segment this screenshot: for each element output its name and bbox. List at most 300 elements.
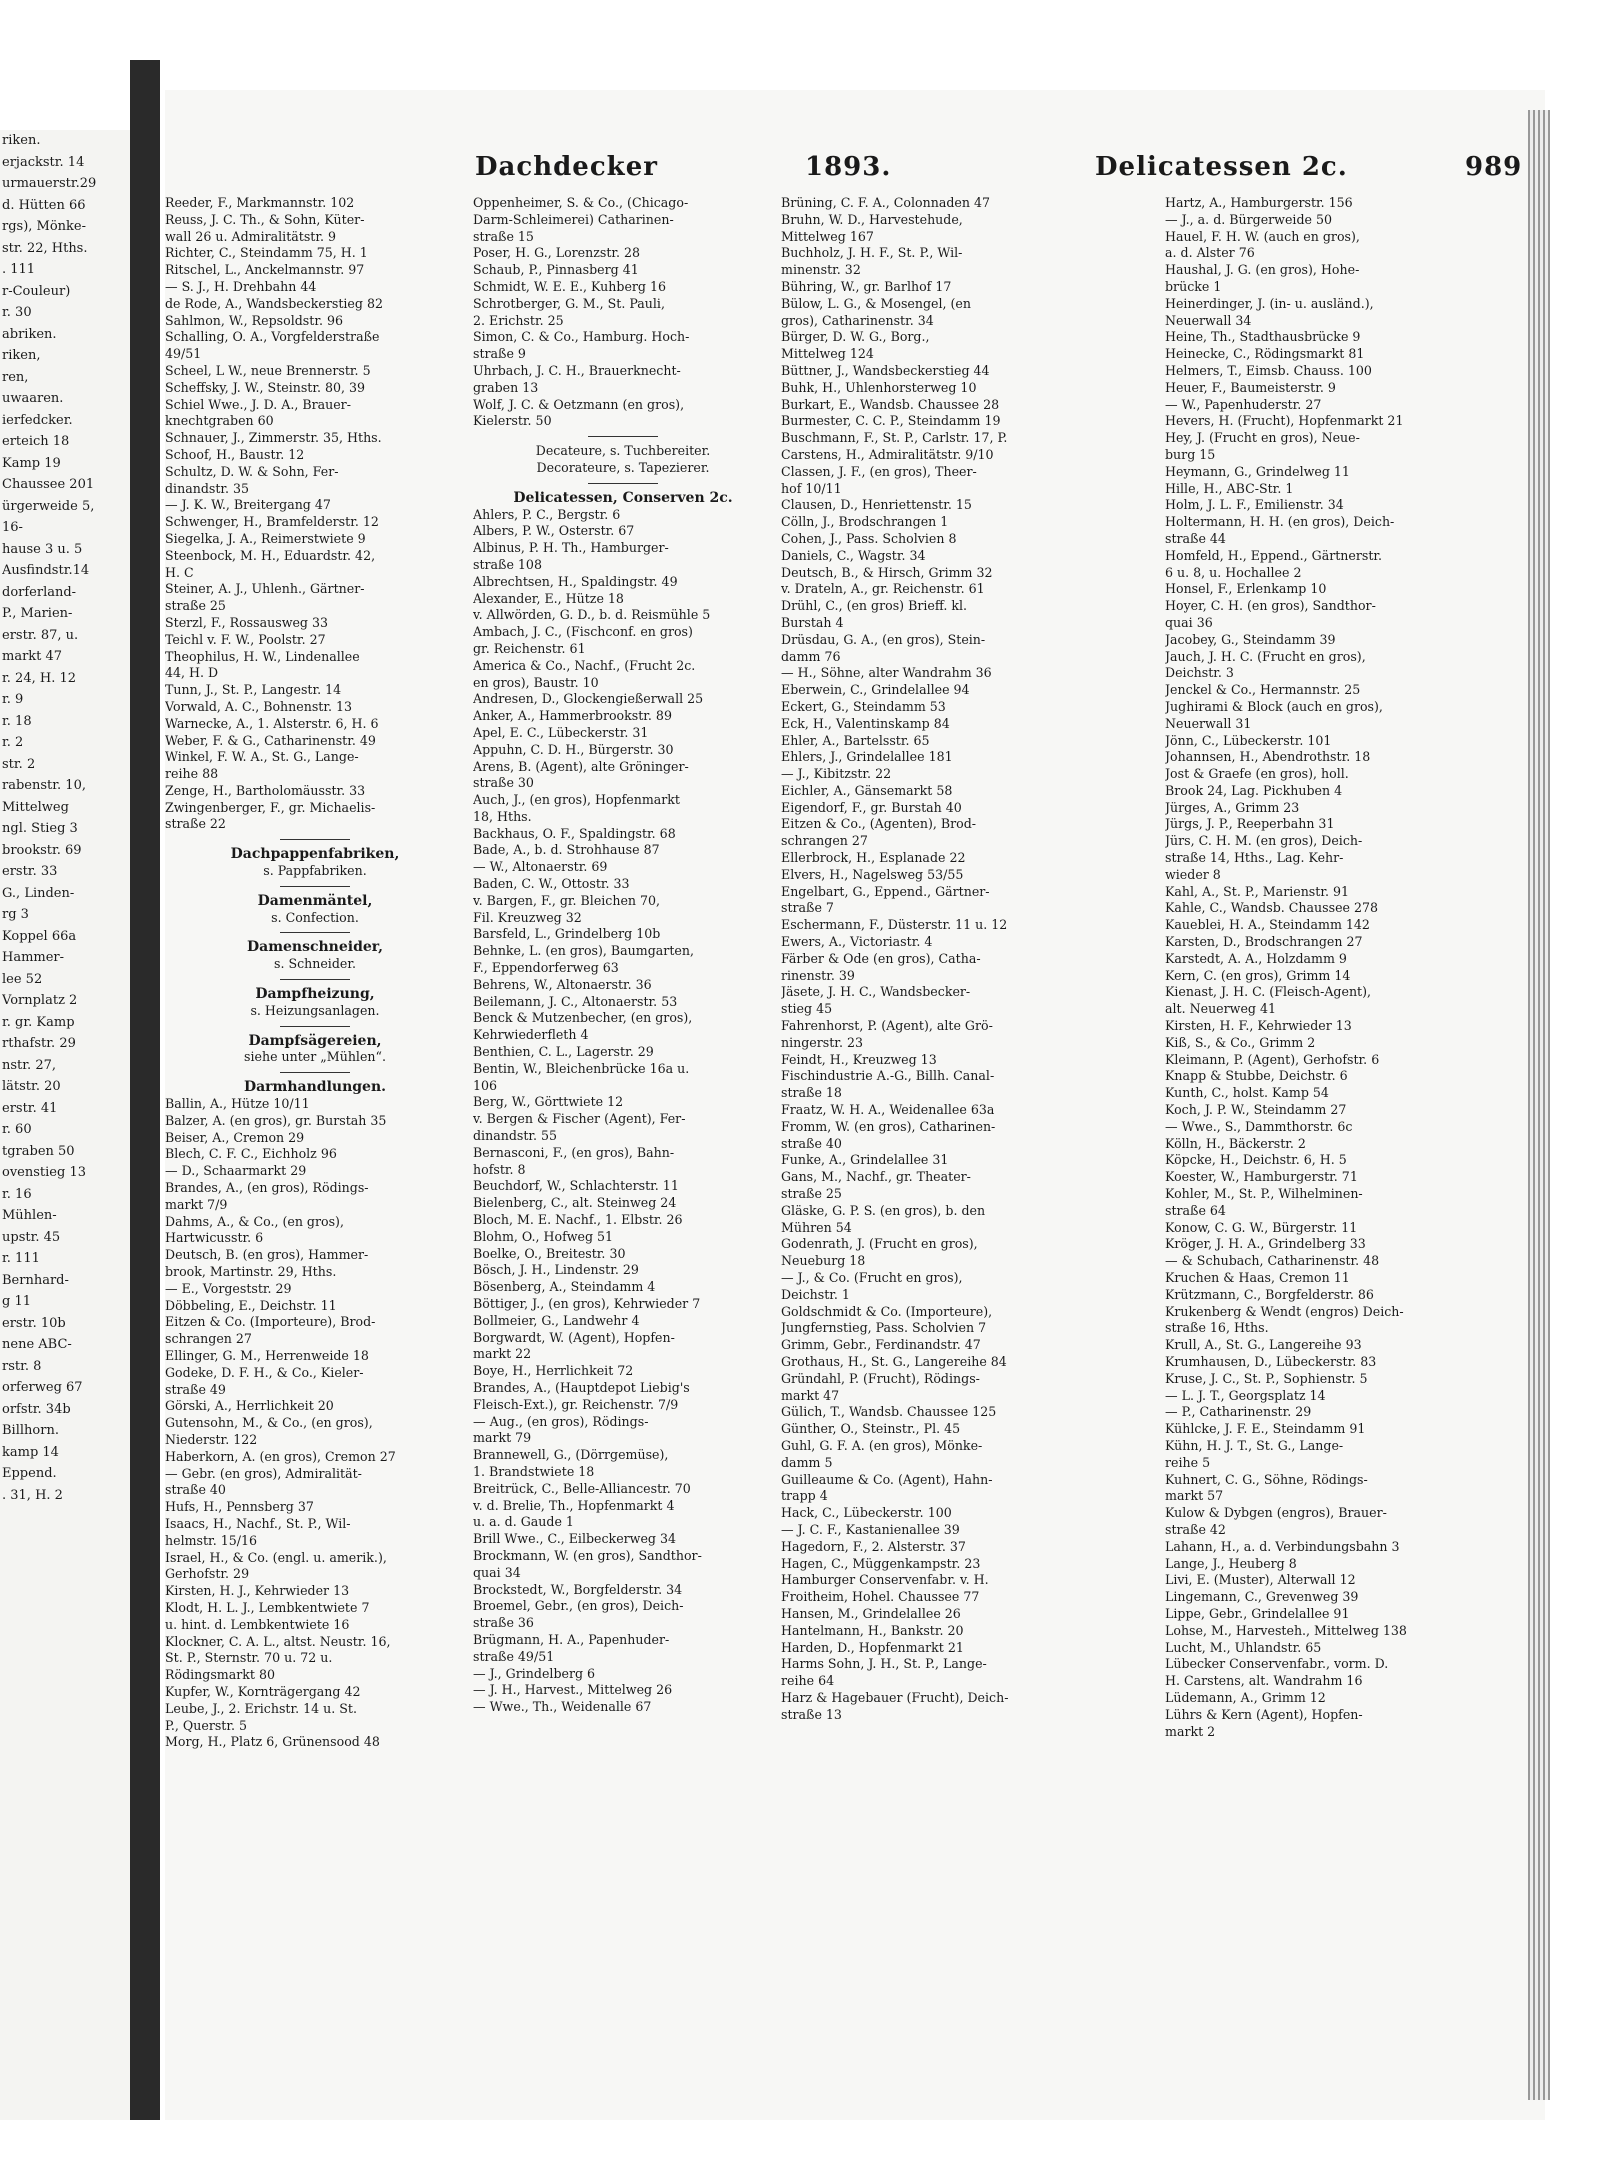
directory-entry: Albrechtsen, H., Spaldingstr. 49 (473, 573, 678, 589)
directory-entry: H. Carstens, alt. Wandrahm 16 (1165, 1673, 1363, 1689)
directory-entry: Eichler, A., Gänsemarkt 58 (781, 782, 953, 798)
directory-entry: Kohler, M., St. P., Wilhelminen- (1165, 1186, 1363, 1202)
directory-entry: Hack, C., Lübeckerstr. 100 (781, 1505, 952, 1521)
directory-entry: gr. Reichenstr. 61 (473, 640, 586, 656)
directory-entry: Lührs & Kern (Agent), Hopfen- (1165, 1706, 1363, 1722)
left-page-line: markt 47 (2, 649, 63, 664)
directory-entry: F., Eppendorferweg 63 (473, 960, 619, 976)
directory-entry: Krumhausen, D., Lübeckerstr. 83 (1165, 1353, 1377, 1369)
directory-entry: Ballin, A., Hütze 10/11 (165, 1096, 310, 1112)
directory-entry: Ehlers, J., Grindelallee 181 (781, 749, 953, 765)
left-page-line: Ausfindstr.14 (2, 563, 90, 578)
directory-entry: Kielerstr. 50 (473, 413, 552, 429)
directory-entry: Lippe, Gebr., Grindelallee 91 (1165, 1605, 1350, 1621)
directory-entry: Neueburg 18 (781, 1253, 866, 1269)
directory-entry: Boye, H., Herrlichkeit 72 (473, 1363, 634, 1379)
directory-entry: straße 14, Hths., Lag. Kehr- (1165, 850, 1344, 866)
left-page-line: rgs), Mönke- (2, 219, 87, 234)
directory-entry: — W., Papenhuderstr. 27 (1165, 396, 1322, 412)
directory-entry: Bruhn, W. D., Harvestehude, (781, 211, 963, 227)
directory-entry: — L. J. T., Georgsplatz 14 (1165, 1387, 1326, 1403)
directory-entry: Kehrwiederfleth 4 (473, 1027, 589, 1043)
directory-entry: trapp 4 (781, 1488, 828, 1504)
directory-entry: P., Querstr. 5 (165, 1717, 248, 1733)
directory-entry: — J., Grindelberg 6 (473, 1665, 596, 1681)
directory-entry: Uhrbach, J. C. H., Brauerknecht- (473, 362, 681, 378)
directory-entry: Eberwein, C., Grindelallee 94 (781, 682, 970, 698)
directory-entry: Kahl, A., St. P., Marienstr. 91 (1165, 883, 1349, 899)
directory-entry: markt 22 (473, 1346, 532, 1362)
directory-entry: Grimm, Gebr., Ferdinandstr. 47 (781, 1337, 981, 1353)
directory-entry: Richter, C., Steindamm 75, H. 1 (165, 245, 368, 261)
directory-entry: Hevers, H. (Frucht), Hopfenmarkt 21 (1165, 413, 1404, 429)
book-spine (130, 60, 160, 2120)
directory-entry: Ritschel, L., Anckelmannstr. 97 (165, 262, 365, 278)
directory-entry: Knapp & Stubbe, Deichstr. 6 (1165, 1068, 1348, 1084)
left-page-line: g 11 (2, 1294, 31, 1309)
left-page-line: upstr. 45 (2, 1229, 61, 1245)
left-page-line: erstr. 41 (2, 1100, 58, 1116)
directory-entry: v. Allwörden, G. D., b. d. Reismühle 5 (473, 607, 711, 623)
directory-entry: Goldschmidt & Co. (Importeure), (781, 1303, 993, 1319)
directory-entry: Gläske, G. P. S. (en gros), b. den (781, 1202, 986, 1218)
directory-entry: Winkel, F. W. A., St. G., Lange- (165, 749, 359, 765)
directory-entry: — Gebr. (en gros), Admiralität- (165, 1465, 362, 1481)
directory-entry: Dahms, A., & Co., (en gros), (165, 1213, 344, 1229)
left-page-line: Hammer- (2, 950, 65, 965)
left-page-line: Chaussee 201 (2, 477, 95, 492)
directory-entry: Arens, B. (Agent), alte Gröninger- (473, 758, 689, 774)
section-heading: Damenmäntel, (257, 892, 373, 909)
directory-entry: — E., Vorgeststr. 29 (165, 1280, 292, 1296)
directory-entry: Kölln, H., Bäckerstr. 2 (1165, 1135, 1306, 1151)
directory-entry: v. d. Brelie, Th., Hopfenmarkt 4 (473, 1497, 675, 1513)
directory-entry: — J. C. F., Kastanienallee 39 (781, 1521, 960, 1537)
directory-entry: — D., Schaarmarkt 29 (165, 1163, 307, 1179)
directory-entry: Fleisch-Ext.), gr. Reichenstr. 7/9 (473, 1396, 679, 1412)
directory-entry: Brook 24, Lag. Pickhuben 4 (1165, 782, 1343, 798)
directory-entry: Gründahl, P. (Frucht), Rödings- (781, 1370, 980, 1386)
directory-entry: Steenbock, M. H., Eduardstr. 42, (165, 547, 376, 563)
left-page-line: rabenstr. 10, (2, 778, 86, 793)
directory-entry: Breitrück, C., Belle-Alliancestr. 70 (473, 1480, 691, 1496)
left-page-line: erjackstr. 14 (2, 154, 85, 170)
section-cross-reference: s. Confection. (271, 909, 359, 925)
directory-entry: brücke 1 (1165, 278, 1222, 294)
directory-entry: Cölln, J., Brodschrangen 1 (781, 514, 949, 530)
directory-entry: — H., Söhne, alter Wandrahm 36 (781, 665, 992, 681)
section-divider (588, 436, 658, 437)
left-page-line: rg 3 (2, 907, 29, 922)
directory-entry: Wolf, J. C. & Oetzmann (en gros), (473, 396, 685, 412)
directory-entry: — J. H., Harvest., Mittelweg 26 (473, 1682, 673, 1698)
directory-entry: Hansen, M., Grindelallee 26 (781, 1605, 961, 1621)
directory-entry: Alexander, E., Hütze 18 (473, 590, 624, 606)
directory-entry: Funke, A., Grindelallee 31 (781, 1152, 949, 1168)
directory-entry: Ahlers, P. C., Bergstr. 6 (473, 506, 621, 522)
directory-entry: Teichl v. F. W., Poolstr. 27 (165, 631, 326, 647)
left-page-line: r. 60 (2, 1122, 32, 1137)
left-page-line: ürgerweide 5, (2, 498, 95, 514)
directory-entry: Weber, F. & G., Catharinenstr. 49 (165, 732, 376, 748)
directory-entry: straße 16, Hths. (1165, 1320, 1269, 1336)
directory-entry: wieder 8 (1165, 866, 1221, 882)
directory-column-3 (781, 195, 1081, 1724)
directory-entry: Bentin, W., Bleichenbrücke 16a u. (473, 1060, 690, 1076)
directory-entry: Klockner, C. A. L., altst. Neustr. 16, (165, 1633, 391, 1649)
directory-entry: Haushal, J. G. (en gros), Hohe- (1165, 262, 1360, 278)
directory-entry: Zwingenberger, F., gr. Michaelis- (165, 799, 376, 815)
directory-entry: Schmidt, W. E. E., Kuhberg 16 (473, 278, 667, 294)
directory-entry: Brill Wwe., C., Eilbeckerweg 34 (473, 1531, 676, 1547)
directory-entry: Reeder, F., Markmannstr. 102 (165, 195, 355, 210)
section-heading: Darmhandlungen. (243, 1079, 387, 1096)
directory-entry: graben 13 (473, 379, 539, 395)
directory-entry: Theophilus, H. W., Lindenallee (165, 648, 360, 664)
directory-entry: Guilleaume & Co. (Agent), Hahn- (781, 1471, 993, 1487)
directory-entry: Daniels, C., Wagstr. 34 (781, 547, 926, 563)
directory-entry: Bösch, J. H., Lindenstr. 29 (473, 1262, 639, 1278)
directory-entry: Feindt, H., Kreuzweg 13 (781, 1051, 937, 1067)
left-page-line: ren, (2, 369, 29, 385)
left-page-line: r. 2 (2, 735, 24, 750)
directory-entry: Reuss, J. C. Th., & Sohn, Küter- (165, 211, 365, 227)
directory-entry: Brockmann, W. (en gros), Sandthor- (473, 1547, 702, 1563)
directory-entry: markt 2 (1165, 1723, 1216, 1739)
directory-entry: Gerhofstr. 29 (165, 1566, 250, 1582)
directory-entry: H. C (165, 564, 194, 580)
directory-entry: de Rode, A., Wandsbeckerstieg 82 (165, 295, 383, 311)
directory-entry: Warnecke, A., 1. Alsterstr. 6, H. 6 (165, 715, 379, 731)
left-page-line: Bernhard- (2, 1272, 69, 1288)
left-page-line: brookstr. 69 (2, 842, 82, 858)
left-page-line: r. 24, H. 12 (2, 670, 77, 686)
directory-entry: Kulow & Dybgen (engros), Brauer- (1165, 1505, 1387, 1521)
directory-entry: Bühring, W., gr. Barlhof 17 (781, 278, 952, 294)
directory-entry: u. a. d. Gaude 1 (473, 1514, 574, 1530)
directory-entry: Neuerwall 31 (1165, 715, 1252, 731)
left-page-line: r. 30 (2, 305, 32, 320)
left-page-line: orferweg 67 (2, 1380, 83, 1395)
running-head-right: Delicatessen 2c. (1095, 152, 1348, 182)
directory-entry: Jungfernstieg, Pass. Scholvien 7 (781, 1320, 987, 1336)
directory-entry: — Wwe., Th., Weidenalle 67 (473, 1699, 652, 1715)
directory-entry: stieg 45 (781, 1001, 833, 1017)
directory-entry: — J., Kibitzstr. 22 (781, 766, 892, 782)
left-page-line: Mühlen- (2, 1208, 57, 1223)
left-page-line: r. 18 (2, 713, 32, 729)
directory-entry: straße 15 (473, 228, 534, 244)
directory-entry: Jürs, C. H. M. (en gros), Deich- (1165, 833, 1363, 849)
directory-entry: straße 18 (781, 1085, 842, 1101)
directory-entry: Tunn, J., St. P., Langestr. 14 (165, 682, 342, 698)
directory-entry: Blohm, O., Hofweg 51 (473, 1228, 614, 1244)
directory-entry: Hantelmann, H., Bankstr. 20 (781, 1622, 964, 1638)
directory-entry: Kirsten, H. F., Kehrwieder 13 (1165, 1018, 1352, 1034)
directory-entry: Anker, A., Hammerbrookstr. 89 (473, 708, 672, 724)
directory-entry: Eck, H., Valentinskamp 84 (781, 715, 950, 731)
directory-entry: Lohse, M., Harvesteh., Mittelweg 138 (1165, 1622, 1407, 1638)
left-page-line: d. Hütten 66 (2, 197, 86, 213)
directory-entry: Andresen, D., Glockengießerwall 25 (473, 691, 704, 707)
directory-entry: Buhk, H., Uhlenhorsterweg 10 (781, 379, 977, 395)
directory-entry: Hagen, C., Müggenkampstr. 23 (781, 1555, 981, 1571)
directory-entry: Backhaus, O. F., Spaldingstr. 68 (473, 825, 676, 841)
directory-entry: Deichstr. 3 (1165, 665, 1234, 681)
directory-entry: Harms Sohn, J. H., St. P., Lange- (781, 1656, 987, 1672)
directory-entry: straße 40 (781, 1135, 842, 1151)
directory-entry: straße 36 (473, 1615, 534, 1631)
directory-entry: markt 47 (781, 1387, 840, 1403)
directory-entry: Ellinger, G. M., Herrenweide 18 (165, 1348, 369, 1363)
directory-entry: Eitzen & Co. (Importeure), Brod- (165, 1314, 376, 1330)
directory-entry: u. hint. d. Lembkentwiete 16 (165, 1616, 350, 1632)
directory-entry: quai 36 (1165, 614, 1213, 630)
directory-entry: Hille, H., ABC-Str. 1 (1165, 480, 1294, 496)
directory-column-4 (1165, 195, 1465, 1740)
directory-entry: alt. Neuerweg 41 (1165, 1001, 1276, 1017)
directory-entry: Heinerdinger, J. (in- u. ausländ.), (1165, 295, 1374, 311)
section-divider (588, 483, 658, 484)
directory-entry: 2. Erichstr. 25 (473, 312, 564, 328)
directory-entry: Lübecker Conservenfabr., vorm. D. (1165, 1656, 1389, 1672)
directory-entry: 6 u. 8, u. Hochallee 2 (1165, 564, 1302, 580)
directory-entry: Kahle, C., Wandsb. Chaussee 278 (1165, 900, 1379, 916)
directory-entry: Brandes, A., (Hauptdepot Liebig's (473, 1379, 690, 1395)
directory-entry: v. Bargen, F., gr. Bleichen 70, (473, 892, 661, 908)
directory-entry: Beuchdorf, W., Schlachterstr. 11 (473, 1178, 679, 1194)
directory-entry: 1. Brandstwiete 18 (473, 1463, 595, 1479)
left-page-line: nstr. 27, (2, 1057, 56, 1073)
directory-entry: Broemel, Gebr., (en gros), Deich- (473, 1598, 684, 1614)
directory-entry: Drühl, C., (en gros) Brieff. kl. (781, 598, 968, 614)
directory-entry: Oppenheimer, S. & Co., (Chicago- (473, 195, 689, 210)
directory-entry: — S. J., H. Drehbahn 44 (165, 278, 317, 294)
section-heading: Delicatessen, Conserven 2c. (513, 489, 733, 506)
directory-entry: Buschmann, F., St. P., Carlstr. 17, P. (781, 430, 1008, 446)
directory-entry: Schoof, H., Baustr. 12 (165, 446, 305, 462)
directory-entry: Brüning, C. F. A., Colonnaden 47 (781, 195, 990, 210)
left-page-line: Vornplatz 2 (2, 993, 78, 1008)
directory-entry: Boelke, O., Breitestr. 30 (473, 1245, 626, 1261)
directory-entry: straße 25 (781, 1186, 842, 1202)
left-page-line: Billhorn. (2, 1423, 59, 1438)
directory-entry: Fraatz, W. H. A., Weidenallee 63a (781, 1102, 995, 1118)
directory-entry: wall 26 u. Admiralitätstr. 9 (165, 228, 337, 244)
directory-entry: straße 40 (165, 1482, 226, 1498)
directory-entry: Karstedt, A. A., Holzdamm 9 (1165, 950, 1347, 966)
directory-entry: straße 30 (473, 775, 534, 791)
directory-entry: Jacobey, G., Steindamm 39 (1165, 631, 1336, 647)
directory-entry: markt 57 (1165, 1488, 1224, 1504)
directory-entry: schrangen 27 (781, 833, 868, 849)
directory-entry: Kruse, J. C., St. P., Sophienstr. 5 (1165, 1370, 1368, 1386)
directory-entry: Eschermann, F., Düsterstr. 11 u. 12 (781, 917, 1008, 933)
directory-entry: Kühlcke, J. F. E., Steindamm 91 (1165, 1421, 1366, 1437)
directory-entry: Livi, E. (Muster), Alterwall 12 (1165, 1572, 1356, 1588)
directory-entry: Carstens, H., Admiralitätstr. 9/10 (781, 446, 994, 462)
directory-entry: Schultz, D. W. & Sohn, Fer- (165, 463, 339, 479)
section-heading: Dachpappenfabriken, (230, 846, 400, 863)
directory-entry: Jürgs, J. P., Reeperbahn 31 (1165, 816, 1335, 832)
left-page-line: lätstr. 20 (2, 1079, 61, 1094)
directory-entry: Auch, J., (en gros), Hopfenmarkt (473, 792, 680, 808)
directory-entry: Burmester, C. C. P., Steindamm 19 (781, 413, 1001, 429)
directory-entry: Böttiger, J., (en gros), Kehrwieder 7 (473, 1296, 701, 1311)
directory-entry: 106 (473, 1077, 498, 1093)
directory-entry: Kaueblei, H. A., Steindamm 142 (1165, 917, 1370, 933)
section-cross-reference: s. Pappfabriken. (263, 863, 367, 879)
directory-entry: hofstr. 8 (473, 1161, 526, 1177)
directory-entry: Hartwicusstr. 6 (165, 1230, 264, 1246)
directory-entry: Kiß, S., & Co., Grimm 2 (1165, 1034, 1316, 1050)
directory-entry: Darm-Schleimerei) Catharinen- (473, 211, 674, 227)
directory-entry: Harden, D., Hopfenmarkt 21 (781, 1639, 964, 1655)
directory-entry: Eigendorf, F., gr. Burstah 40 (781, 799, 962, 815)
directory-entry: straße 13 (781, 1706, 842, 1722)
directory-entry: straße 64 (1165, 1202, 1226, 1218)
left-page-line: kamp 14 (2, 1444, 59, 1460)
directory-entry: Lucht, M., Uhlandstr. 65 (1165, 1639, 1322, 1655)
section-cross-reference: s. Schneider. (273, 956, 356, 972)
directory-entry: Hagedorn, F., 2. Alsterstr. 37 (781, 1538, 966, 1554)
directory-entry: — & Schubach, Catharinenstr. 48 (1165, 1253, 1380, 1269)
directory-entry: America & Co., Nachf., (Frucht 2c. (473, 657, 696, 673)
directory-entry: Engelbart, G., Eppend., Gärtner- (781, 883, 990, 899)
directory-entry: Mühren 54 (781, 1219, 852, 1235)
left-page-line: riken. (2, 133, 41, 148)
directory-entry: Harz & Hagebauer (Frucht), Deich- (781, 1689, 1009, 1705)
directory-entry: Kröger, J. H. A., Grindelberg 33 (1165, 1236, 1366, 1252)
directory-entry: straße 25 (165, 598, 226, 614)
directory-entry: Fil. Kreuzweg 32 (473, 909, 582, 925)
left-page-line: str. 22, Hths. (2, 240, 88, 256)
directory-entry: gros), Catharinenstr. 34 (781, 312, 934, 328)
left-page-line: ovenstieg 13 (2, 1165, 86, 1180)
left-page-line: r. 111 (2, 1251, 40, 1266)
directory-entry: Schalling, O. A., Vorgfelderstraße (165, 329, 380, 345)
directory-entry: Krukenberg & Wendt (engros) Deich- (1165, 1303, 1404, 1319)
right-page (165, 90, 1545, 2120)
left-page-line: str. 2 (2, 756, 36, 772)
directory-entry: Jäsete, J. H. C., Wandsbecker- (781, 984, 971, 1000)
directory-column-1 (165, 195, 465, 1751)
directory-entry: Hey, J. (Frucht en gros), Neue- (1165, 430, 1360, 446)
directory-entry: straße 49 (165, 1381, 226, 1397)
directory-entry: Fromm, W. (en gros), Catharinen- (781, 1118, 996, 1134)
directory-entry: Niederstr. 122 (165, 1431, 258, 1447)
running-head-year: 1893. (805, 152, 892, 182)
directory-entry: Siegelka, J. A., Reimerstwiete 9 (165, 530, 366, 546)
section-divider (280, 886, 350, 887)
directory-entry: quai 34 (473, 1564, 521, 1580)
directory-entry: straße 7 (781, 900, 834, 916)
directory-entry: Köpcke, H., Deichstr. 6, H. 5 (1165, 1152, 1347, 1168)
directory-entry: damm 5 (781, 1454, 833, 1470)
left-page-line: Kamp 19 (2, 455, 61, 471)
left-page-line: lee 52 (2, 971, 43, 987)
directory-entry: Kleimann, P. (Agent), Gerhofstr. 6 (1165, 1051, 1380, 1067)
directory-entry: straße 22 (165, 816, 226, 832)
directory-entry: Apel, E. C., Lübeckerstr. 31 (473, 724, 649, 740)
directory-entry: Brannewell, G., (Dörrgemüse), (473, 1447, 669, 1463)
directory-entry: Behrens, W., Altonaerstr. 36 (473, 976, 652, 992)
directory-entry: Brügmann, H. A., Papenhuder- (473, 1631, 670, 1647)
directory-entry: Kirsten, H. J., Kehrwieder 13 (165, 1583, 350, 1599)
left-page-line: . 111 (2, 262, 36, 277)
directory-entry: — J., a. d. Bürgerweide 50 (1165, 211, 1332, 227)
directory-entry: Lüdemann, A., Grimm 12 (1165, 1689, 1326, 1705)
directory-entry: Godenrath, J. (Frucht en gros), (781, 1236, 978, 1252)
directory-entry: Kunth, C., holst. Kamp 54 (1165, 1085, 1329, 1101)
section-divider (280, 1026, 350, 1027)
directory-entry: Hoyer, C. H. (en gros), Sandthor- (1165, 598, 1376, 614)
directory-entry: straße 44 (1165, 530, 1226, 546)
directory-entry: Vorwald, A. C., Bohnenstr. 13 (165, 698, 353, 714)
section-cross-reference: siehe unter „Mühlen“. (244, 1049, 386, 1065)
directory-entry: damm 76 (781, 648, 841, 664)
directory-entry: Lange, J., Heuberg 8 (1165, 1555, 1297, 1571)
directory-entry: Kupfer, W., Kornträgergang 42 (165, 1683, 361, 1699)
directory-entry: Eitzen & Co., (Agenten), Brod- (781, 816, 977, 832)
directory-entry: Honsel, F., Erlenkamp 10 (1165, 581, 1327, 597)
directory-entry: straße 49/51 (473, 1648, 555, 1664)
left-page-line: Koppel 66a (2, 928, 77, 944)
left-page-line: riken, (2, 348, 41, 363)
directory-entry: — Wwe., S., Dammthorstr. 6c (1165, 1118, 1353, 1134)
directory-entry: Benthien, C. L., Lagerstr. 29 (473, 1044, 654, 1060)
directory-entry: St. P., Sternstr. 70 u. 72 u. (165, 1650, 333, 1666)
directory-entry: Classen, J. F., (en gros), Theer- (781, 463, 977, 479)
directory-entry: Eckert, G., Steindamm 53 (781, 698, 946, 714)
directory-entry: Appuhn, C. D. H., Bürgerstr. 30 (473, 741, 674, 757)
directory-entry: Israel, H., & Co. (engl. u. amerik.), (165, 1549, 387, 1565)
directory-entry: Johannsen, H., Abendrothstr. 18 (1165, 749, 1371, 765)
directory-entry: Haberkorn, A. (en gros), Cremon 27 (165, 1448, 396, 1464)
directory-entry: Günther, O., Steinstr., Pl. 45 (781, 1421, 961, 1437)
left-page-line: dorferland- (2, 584, 77, 600)
section-cross-reference: s. Heizungsanlagen. (250, 1002, 380, 1018)
directory-entry: Deutsch, B., & Hirsch, Grimm 32 (781, 564, 993, 580)
directory-entry: Gülich, T., Wandsb. Chaussee 125 (781, 1404, 997, 1420)
directory-entry: Hufs, H., Pennsberg 37 (165, 1499, 314, 1515)
directory-entry: Lingemann, C., Grevenweg 39 (1165, 1589, 1359, 1605)
left-page-line: r. 16 (2, 1186, 32, 1202)
directory-entry: Gans, M., Nachf., gr. Theater- (781, 1169, 971, 1185)
directory-entry: Ambach, J. C., (Fischconf. en gros) (473, 624, 693, 640)
directory-entry: Mittelweg 124 (781, 346, 874, 362)
left-page-line: r-Couleur) (2, 283, 71, 299)
directory-entry: Brandes, A., (en gros), Rödings- (165, 1180, 369, 1196)
directory-entry: Helmers, T., Eimsb. Chauss. 100 (1165, 362, 1372, 378)
running-head-left: Dachdecker (475, 152, 658, 182)
directory-entry: Schwenger, H., Bramfelderstr. 12 (165, 514, 379, 530)
directory-entry: en gros), Baustr. 10 (473, 674, 599, 690)
left-page-line: urmauerstr.29 (2, 176, 97, 191)
directory-entry: Buchholz, J. H. F., St. P., Wil- (781, 245, 963, 261)
directory-entry: Krull, A., St. G., Langereihe 93 (1165, 1337, 1362, 1353)
directory-entry: Kruchen & Haas, Cremon 11 (1165, 1270, 1350, 1285)
directory-entry: Sahlmon, W., Repsoldstr. 96 (165, 312, 343, 328)
directory-entry: Färber & Ode (en gros), Catha- (781, 950, 981, 966)
directory-entry: Ehler, A., Bartelsstr. 65 (781, 732, 930, 748)
directory-entry: Koch, J. P. W., Steindamm 27 (1165, 1102, 1347, 1118)
directory-entry: Kern, C. (en gros), Grimm 14 (1165, 967, 1351, 983)
directory-entry: Bade, A., b. d. Strohhause 87 (473, 842, 660, 858)
left-page-line: nene ABC- (2, 1337, 72, 1352)
directory-column-2 (473, 195, 773, 1716)
directory-entry: Bielenberg, C., alt. Steinweg 24 (473, 1195, 677, 1211)
